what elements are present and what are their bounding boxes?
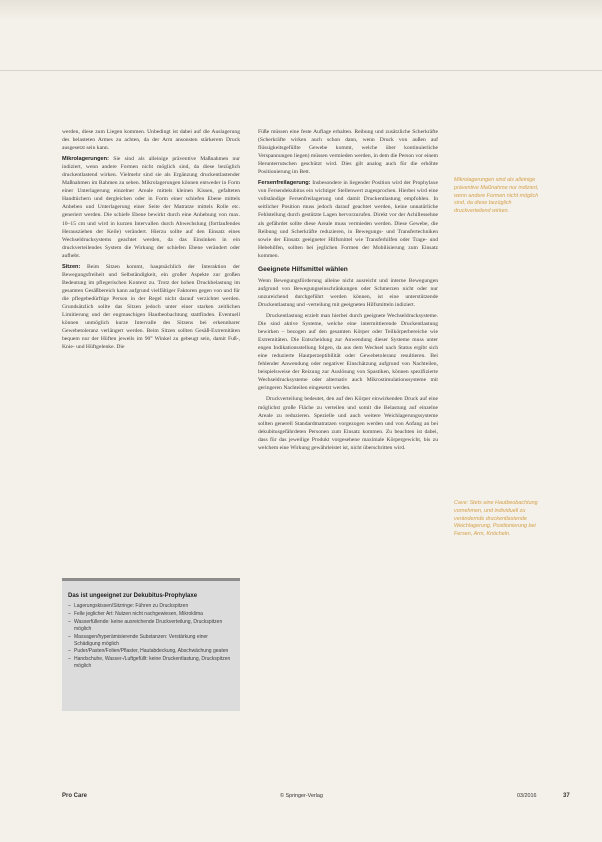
run-in-heading: Mikrolagerungen: xyxy=(62,156,109,163)
margin-note: Cave: Stets eine Hautbeobachtung vornehmen, und individuell zu verändernde druckentlastende Weichlagerung, Positionierung bei Fersen, Arm, Knöcheln. xyxy=(454,500,538,538)
paragraph: Wenn Bewegungsförderung alleine nicht ausreicht und interne Bewegungen aufgrund von Bewegungseinschränkungen oder Schmerzen nicht oder nur unzureichend durchgeführt werden können, ist eine unterstützende Druckentlastung und -verteilung mit geeigneten Hilfsmitteln indiziert. xyxy=(258,277,438,308)
paragraph-body: Beim Sitzen kommt, hauptsächlich der Interaktion der Bewegungsfreiheit und Selbständigkeit, ein großer Aspekte zur großen Bedeutung im pflegerischen Kontext zu. Trotz der hohen Druckbelastung im gesamten Gesäßbereich kann aufgrund vielfältiger Faktoren gegen von und für die pflegebedürftige Person in der Regel nicht darauf verzichtet werden. Grundsätzlich sollte das Sitzen jedoch unter einer starken zeitlichen Limitierung und der engmaschigen Hautbeobachtung stattfinden. Eventuell können unmöglich kurze Intervalle des Sitzens bei erkennbarer Gewebetoleranz verlängert werden. Beim Sitzen sollten Gesäß-Extremitäten bequem nur der Hüften jeweils im 90° Winkel zu gebeugt sein, damit Fuß-, Knie- und Hüftgelenke. Die xyxy=(62,263,240,351)
text-column-right xyxy=(258,128,438,455)
paragraph: werden, diese zum Liegen kommen. Unbedingt ist dabei auf die Auslagerung des belasteten Armes zu achten, da der Arm ansonsten stärkerem Druck ausgesetzt sein kann. xyxy=(62,129,240,152)
journal-name: Pro Care xyxy=(62,793,88,799)
paragraph-body: Insbesondere in liegender Position wird der Prophylaxe von Fersendekubitus ein wichtiger Stellenwert zugesprochen. Hierbei wird eine vollständige Fersenfreilagerung und damit Druckentlastung empfohlen. In seitlicher Position muss jedoch darauf geachtet werden, keine unnatürliche Fehlstellung durch gestützte Lagen hervorzurufen. Direkt vor der Achillessehne als gefährdet sollte diese Areale muss vermieden werden. Diese Gewebe, die Reibung und Scherkräfte reduzieren, in Bewegungs- und Transfertechniken sowie der Einsatz geeigneter Hilfsmittel wie Transferhilfen oder Trage- und Hebehilfen, sollten bei jeglichen Formen der Mobilisierung zum Einsatz kommen. xyxy=(258,180,438,259)
page-number: 37 xyxy=(563,793,570,799)
scan-edge xyxy=(0,0,602,20)
run-in-heading: Fersenfreilagerung: xyxy=(258,180,311,187)
paragraph: Druckentlastung erzielt man hierbei durch geeignete Wechseldrucksysteme. Die sind aktive Systeme, welche eine intermittierende Druckentlastung bewirken – bezogen auf den gesamten Körper oder Teilkörperbereiche wie Extremitäten. Die Entscheidung zur Anwendung dieser Systeme muss unter engen Indikationsstellung folgen, da aus dem Wechsel nach Status ergibt sich eine reduzierte Hautperzeptibilität oder Gewebetoleranz resultieren. Bei fehlender Anwendung oder negativer Einschätzung aufgrund von Nachteilen, beispielsweise der Reizung zur Auslösung von Spastiken, können spezifizierte Wechseldrucksysteme oder alternativ auch Mikrostimulationssysteme mit geringeren Nachteilen eingesetzt werden. xyxy=(258,312,438,392)
run-in-heading: Sitzen: xyxy=(62,263,81,270)
info-box xyxy=(62,578,240,711)
issue-number: 03/2016 xyxy=(517,793,537,799)
list-item: – Wasserfüllende: keine ausreichende Druckverteilung, Druckspitzen möglich xyxy=(68,619,234,633)
margin-note: Mikrolagerungen sind als alleinige präventive Maßnahme nur indiziert, wenn andere Formen nicht möglich sind, da diese bezüglich druckverteilend wirken. xyxy=(454,177,539,215)
paragraph-fersenfreilagerung xyxy=(258,179,438,259)
list-item: – Handschuhe, Wasser-/Luftgefüllt: keine Druckentlastung, Druckspitzen möglich xyxy=(68,656,234,670)
paragraph: Füße müssen eine feste Auflage erhalten. Reibung und zusätzliche Scherkräfte (Scherkräfte wirken auch schon dann, wenn Druck von außen auf flüssigkeitsgefüllte Gewebe kommt, welche über kontinuierliche Verspannungen liegen) müssen vermieden werden, in dem die Person vor einem Herunterrutschen geschützt wird. Dies gilt analog auch für die erhöhte Positionierung im Bett. xyxy=(258,129,438,176)
publisher: © Springer-Verlag xyxy=(280,793,323,799)
paragraph-body: Sie sind als alleinige präventive Maßnahmen nur indiziert, wenn andere Formen nicht möglich sind, da diese bezüglich druckentlastend wirken. Vielmehr sind sie als Ergänzung druckentlastender Maßnahmen im Rahmen zu sehen. Mikrolagerungen können entweder in Form einer Unterlagerung einzelner Areale mittels kleinen Kissen, gefalteten Handtüchern und dergleichen oder in Form einer schiefen Ebene mittels Anheben und Unterlagerung einer Seite der Matratze mittels Rolle etc. generiert werden. Die schiefe Ebene bewirkt durch eine Anhebung von max. 10–15 cm und wird in kurzen Intervallen durch Abwechslung (fortlaufendes Herausziehen der Keile) verändert. Hierzu sollte auf den Einsatz eines Wechseldrucksystems geachtet werden, da das Einsinken in ein druckverteilendes System die Wirkung der schiefen Ebene verändert oder aufhebt. xyxy=(62,156,240,259)
list-item: – Lagerungskissen/Sitzringe: Führen zu Druckspitzen xyxy=(68,603,234,610)
paragraph-mikrolagerungen xyxy=(62,155,240,260)
page-fold-line xyxy=(0,70,602,71)
list-item: – Puder/Pasten/Folien/Pflaster, Hautabdeckung, Abschwächung geaten xyxy=(68,648,234,655)
paragraph-sitzen xyxy=(62,263,240,352)
info-box-title: Das ist ungeeignet zur Dekubitus-Prophylaxe xyxy=(68,593,198,599)
info-box-list xyxy=(62,603,240,670)
text-column-left xyxy=(62,128,240,354)
list-item: – Felle jeglicher Art: Nutzen nicht nachgewiesen, Mikroklima xyxy=(68,611,234,618)
paragraph: Druckverteilung bedeutet, den auf den Körper einwirkenden Druck auf eine möglichst große Fläche zu verteilen und somit die Belastung auf einzelne Areale zu reduzieren. Spezielle und auch weitere Weichlagerungssysteme sollten generell Standardmatratzen vorgezogen werden und von Anfang an bei dekubitusgefährdeten Personen zum Einsatz kommen. Zu beachten ist dabei, dass für das jeweilige Produkt vorgesehene maximale Körpergewicht, bis zu welchem eine Wirkung gewährleistet ist, nicht überschritten wird. xyxy=(258,396,438,451)
list-item: – Massagen/hyperämisierende Substanzen: Verstärkung einer Schädigung möglich xyxy=(68,634,234,648)
section-heading: Geeignete Hilfsmittel wählen xyxy=(258,265,348,273)
